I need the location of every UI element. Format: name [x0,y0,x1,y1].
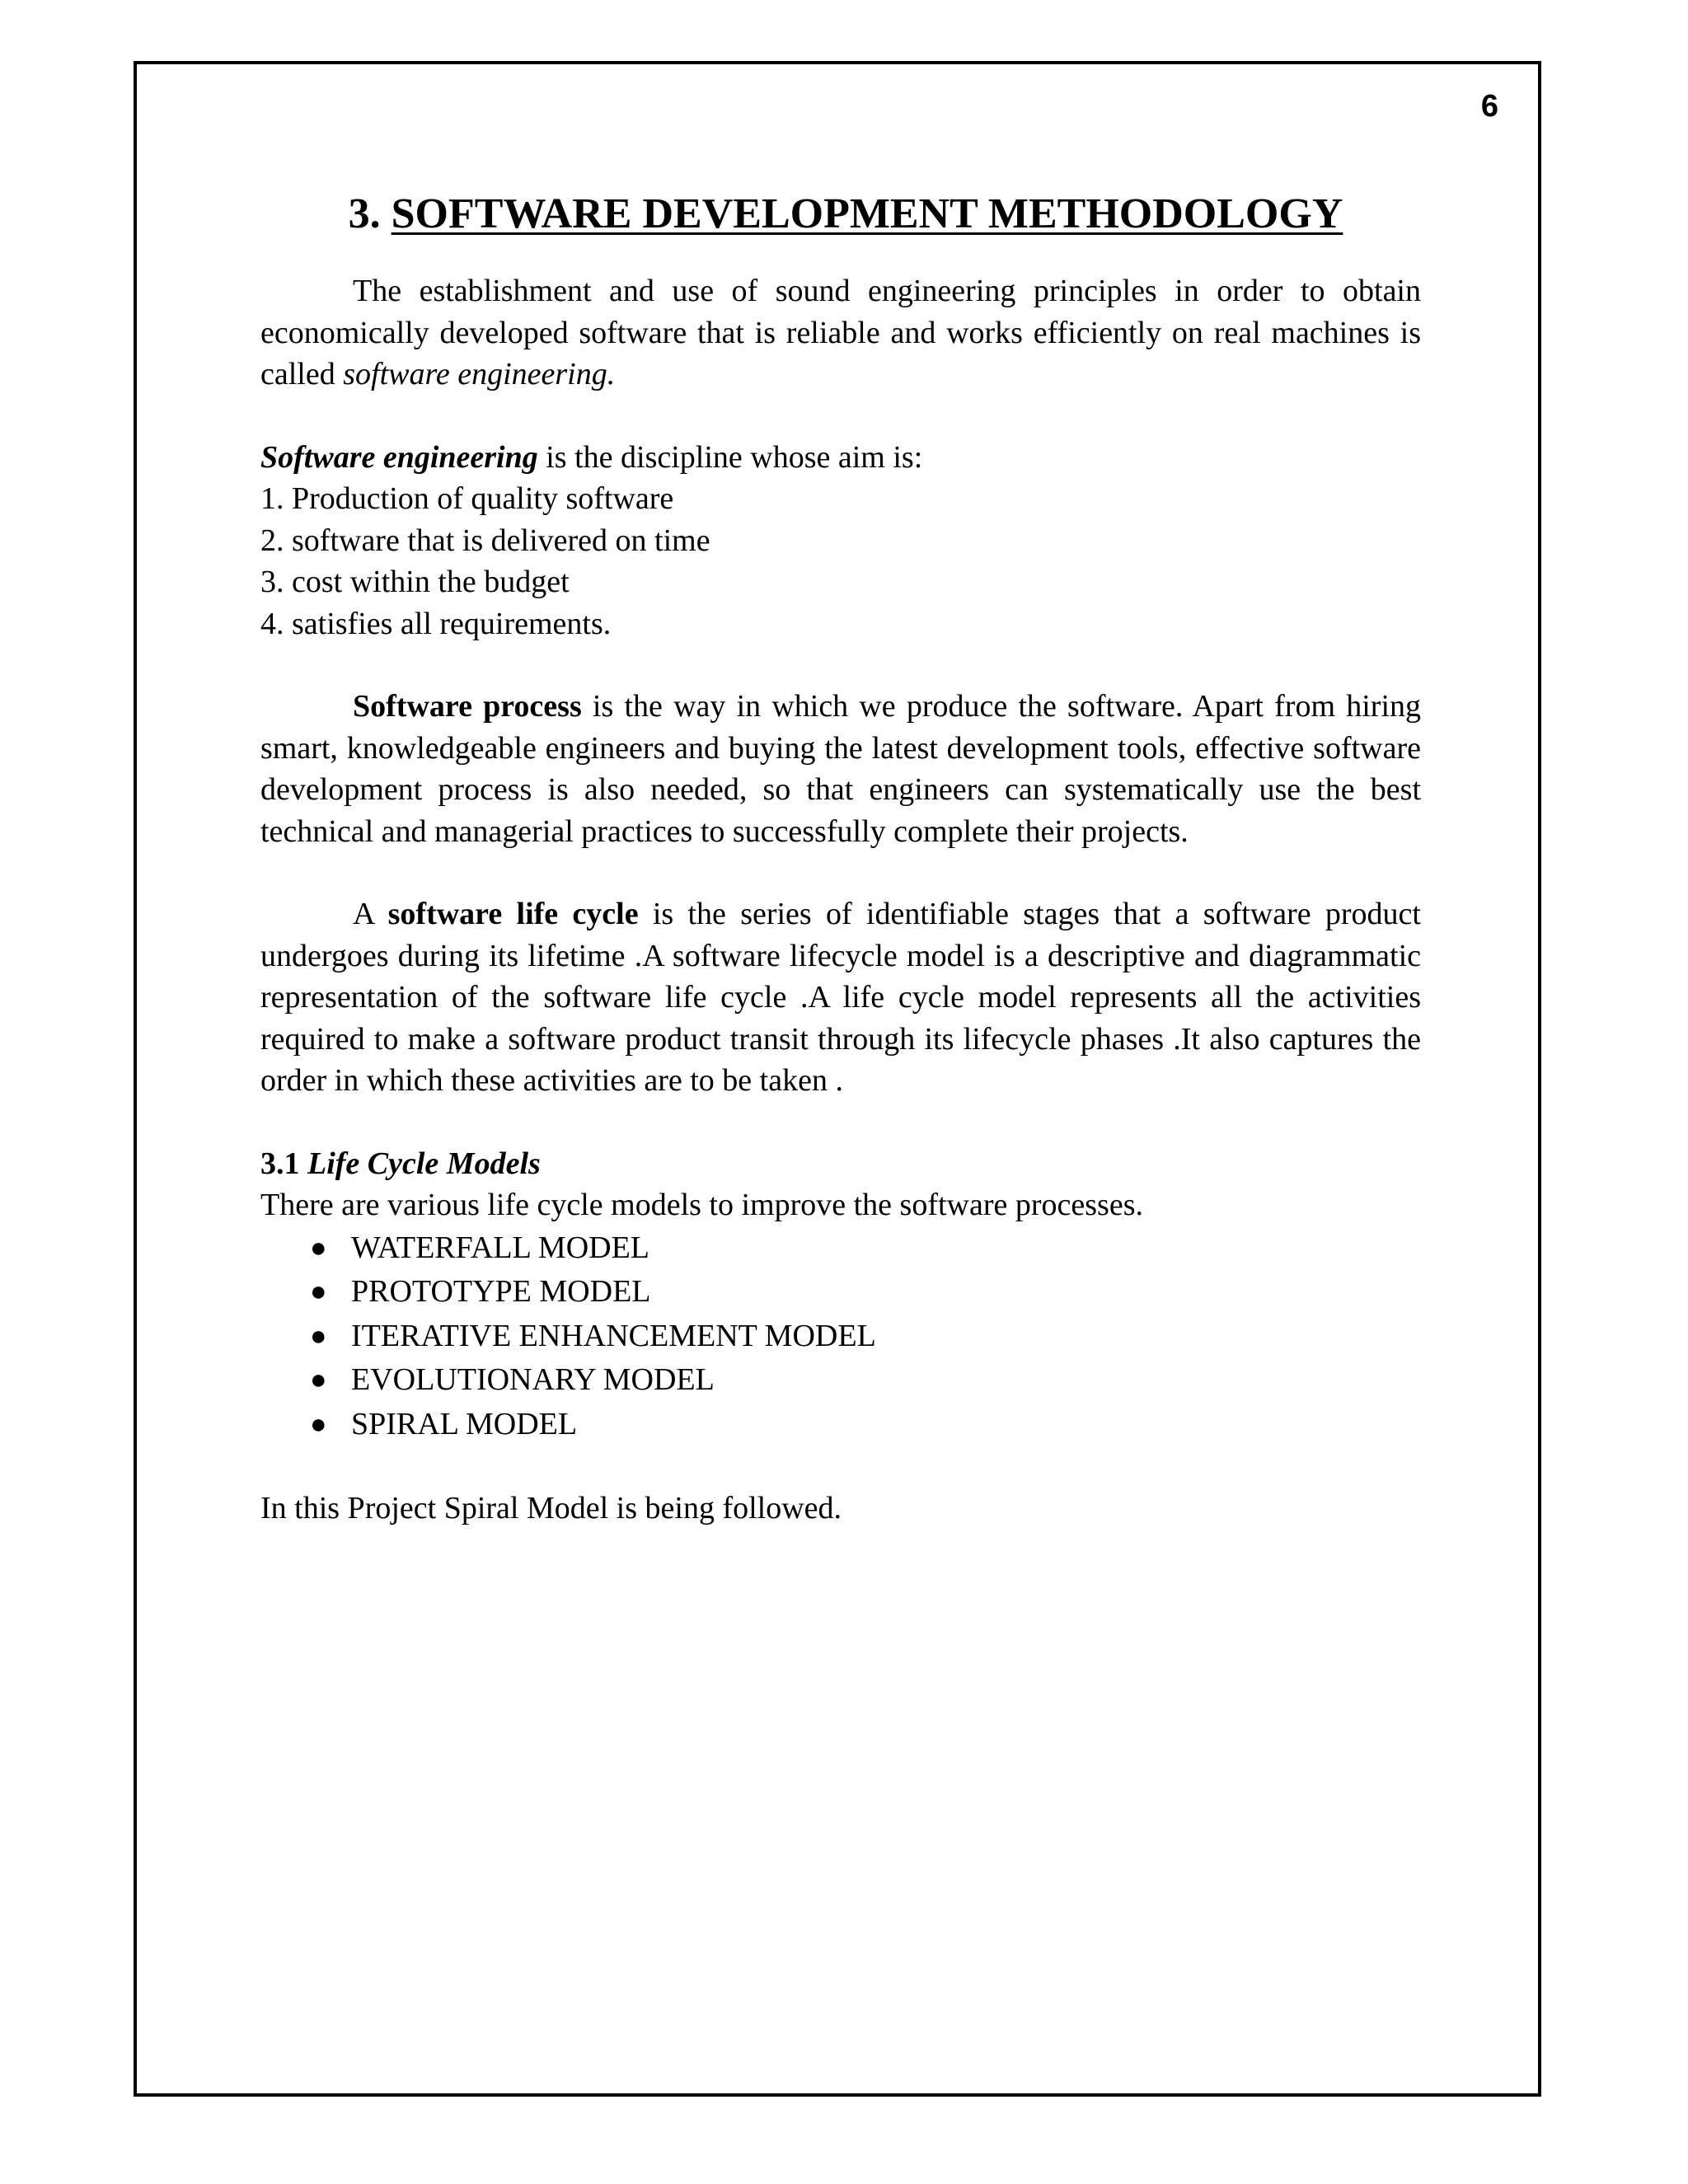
page-frame [134,61,1541,2097]
section-heading [260,1143,1421,1185]
process-term: Software process [353,689,582,724]
aims-list-item: 3. cost within the budget [260,565,570,599]
aims-lead-paragraph [260,437,1421,479]
lifecycle-text: is the series of identifiable stages that a software product undergoes during its lifetime .A software lifecycle model is a descriptive and diagrammatic representation of the software life cycle .A life cycle model represents all the activities required to make a software product transit through its lifecycle phases .It also captures the order in which these activities are to be taken . [260,897,1421,1098]
models-list-item [310,1270,1421,1315]
page-content [260,188,1421,1530]
bullet-icon: ● [310,1408,327,1440]
bullet-icon: ● [310,1320,327,1352]
bullet-icon: ● [310,1277,327,1307]
lifecycle-paragraph [260,893,1421,1102]
aims-lead-text: is the discipline whose aim is: [537,439,923,475]
models-list-item [310,1358,1421,1403]
section-intro: There are various life cycle models to improve the software processes. [260,1188,1143,1222]
bullet-icon: ● [310,1232,327,1263]
lifecycle-term: software life cycle [387,897,639,931]
model-name: ITERATIVE ENHANCEMENT MODEL [351,1318,876,1353]
chapter-heading [265,188,1426,241]
aims-list-item: 1. Production of quality software [260,481,674,516]
model-name: SPIRAL MODEL [351,1406,578,1441]
models-list-item [310,1226,1421,1271]
aims-term: Software engineering [260,439,538,475]
intro-paragraph [260,270,1421,396]
intro-term: software engineering. [343,357,616,391]
aims-list [260,478,1421,644]
model-name: EVOLUTIONARY MODEL [351,1362,715,1397]
models-list-item [310,1315,1421,1359]
chapter-heading-text: SOFTWARE DEVELOPMENT METHODOLOGY [391,190,1343,237]
section-title: Life Cycle Models [307,1146,541,1181]
intro-text: The establishment and use of sound engineering principles in order to obtain economically developed software that is reliable and works efficiently on real machines is called [260,274,1421,391]
aims-list-item: 2. software that is delivered on time [260,523,710,558]
lifecycle-lead: A [353,897,388,931]
model-name: WATERFALL MODEL [351,1230,650,1265]
model-name: PROTOTYPE MODEL [351,1274,651,1309]
section-number: 3.1 [260,1146,300,1181]
models-list [260,1226,1421,1447]
page-number: 6 [1480,89,1498,124]
bullet-icon: ● [310,1365,327,1395]
models-list-item [310,1403,1421,1447]
process-text: is the way in which we produce the software. Apart from hiring smart, knowledgeable engineers and buying the latest development tools, effective software development process is also needed, so that engineers can systematically use the best technical and managerial practices to successfully complete their projects. [260,689,1421,849]
chapter-heading-number: 3. [348,190,381,237]
process-paragraph [260,686,1421,852]
aims-list-item: 4. satisfies all requirements. [260,606,612,641]
closing-paragraph: In this Project Spiral Model is being followed. [260,1491,842,1526]
